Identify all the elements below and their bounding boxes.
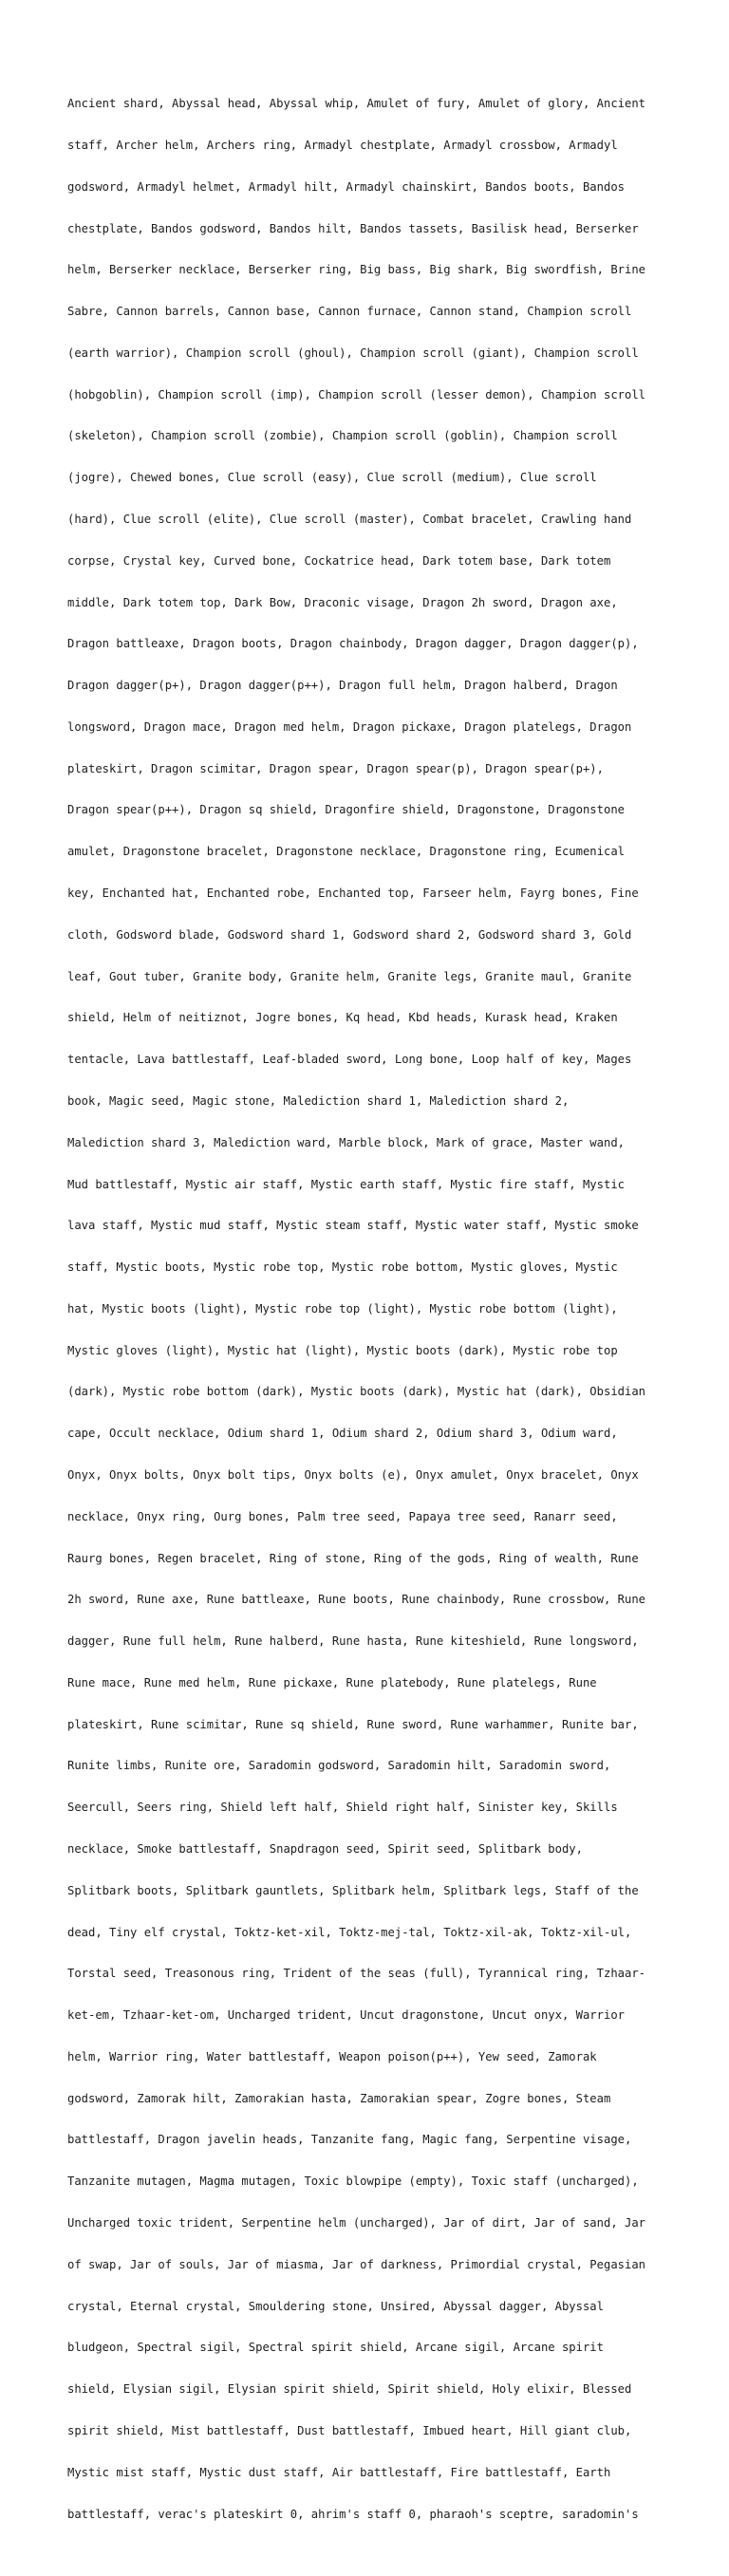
text-line: godsword, Zamorak hilt, Zamorakian hasta, Zamorakian spear, Zogre bones, Steam [67, 2091, 611, 2105]
text-line: plateskirt, Rune scimitar, Rune sq shield, Rune sword, Rune warhammer, Runite bar, [67, 1717, 639, 1731]
text-line: bludgeon, Spectral sigil, Spectral spirit shield, Arcane sigil, Arcane spirit [67, 2341, 604, 2355]
text-line: Dragon dagger(p+), Dragon dagger(p++), Dragon full helm, Dragon halberd, Dragon [67, 679, 618, 693]
text-line: leaf, Gout tuber, Granite body, Granite helm, Granite legs, Granite maul, Granite [67, 969, 632, 983]
text-line: amulet, Dragonstone bracelet, Dragonstone necklace, Dragonstone ring, Ecumenical [67, 845, 625, 859]
text-line: staff, Archer helm, Archers ring, Armadyl chestplate, Armadyl crossbow, Armadyl [67, 138, 618, 152]
text-line: Splitbark boots, Splitbark gauntlets, Splitbark helm, Splitbark legs, Staff of the [67, 1883, 639, 1897]
text-line: book, Magic seed, Magic stone, Malediction shard 1, Malediction shard 2, [67, 1093, 570, 1108]
text-line: plateskirt, Dragon scimitar, Dragon spear, Dragon spear(p), Dragon spear(p+), [67, 761, 604, 775]
text-line: helm, Berserker necklace, Berserker ring, Big bass, Big shark, Big swordfish, Brine [67, 263, 646, 277]
text-line: Dragon battleaxe, Dragon boots, Dragon chainbody, Dragon dagger, Dragon dagger(p), [67, 637, 639, 651]
text-line: tentacle, Lava battlestaff, Leaf-bladed sword, Long bone, Loop half of key, Mages [67, 1053, 632, 1067]
text-line: spirit shield, Mist battlestaff, Dust battlestaff, Imbued heart, Hill giant club, [67, 2423, 632, 2437]
text-line: chestplate, Bandos godsword, Bandos hilt, Bandos tassets, Basilisk head, Berserker [67, 221, 639, 235]
text-line: Rune mace, Rune med helm, Rune pickaxe, Rune platebody, Rune platelegs, Rune [67, 1675, 597, 1689]
text-line: Ancient shard, Abyssal head, Abyssal whip, Amulet of fury, Amulet of glory, Ancient [67, 97, 646, 111]
text-line: cape, Occult necklace, Odium shard 1, Odium shard 2, Odium shard 3, Odium ward, [67, 1427, 618, 1441]
text-line: corpse, Crystal key, Curved bone, Cockatrice head, Dark totem base, Dark totem [67, 553, 611, 568]
text-line: Onyx, Onyx bolts, Onyx bolt tips, Onyx bolts (e), Onyx amulet, Onyx bracelet, Onyx [67, 1467, 639, 1482]
text-line: lava staff, Mystic mud staff, Mystic steam staff, Mystic water staff, Mystic smoke [67, 1219, 639, 1233]
text-line: necklace, Smoke battlestaff, Snapdragon seed, Spirit seed, Splitbark body, [67, 1842, 583, 1856]
text-line: crystal, Eternal crystal, Smouldering stone, Unsired, Abyssal dagger, Abyssal [67, 2299, 604, 2313]
text-line: (earth warrior), Champion scroll (ghoul), Champion scroll (giant), Champion scroll [67, 345, 639, 360]
text-line: ket-em, Tzhaar-ket-om, Uncharged trident, Uncut dragonstone, Uncut onyx, Warrior [67, 2008, 625, 2023]
text-line: Tanzanite mutagen, Magma mutagen, Toxic blowpipe (empty), Toxic staff (uncharged), [67, 2175, 639, 2189]
text-line: Uncharged toxic trident, Serpentine helm (uncharged), Jar of dirt, Jar of sand, Jar [67, 2216, 646, 2231]
item-list-paragraph [67, 69, 665, 2576]
text-line: shield, Elysian sigil, Elysian spirit shield, Spirit shield, Holy elixir, Blessed [67, 2382, 632, 2397]
text-line: (dark), Mystic robe bottom (dark), Mystic boots (dark), Mystic hat (dark), Obsidian [67, 1385, 646, 1399]
text-line: (hobgoblin), Champion scroll (imp), Champion scroll (lesser demon), Champion scroll [67, 387, 646, 401]
text-line: longsword, Dragon mace, Dragon med helm, Dragon pickaxe, Dragon platelegs, Dragon [67, 719, 632, 734]
text-line: 2h sword, Rune axe, Rune battleaxe, Rune boots, Rune chainbody, Rune crossbow, Rune [67, 1593, 646, 1607]
text-line: dead, Tiny elf crystal, Toktz-ket-xil, Toktz-mej-tal, Toktz-xil-ak, Toktz-xil-ul, [67, 1925, 632, 1939]
text-line: Mystic gloves (light), Mystic hat (light), Mystic boots (dark), Mystic robe top [67, 1343, 618, 1357]
text-line: staff, Mystic boots, Mystic robe top, Mystic robe bottom, Mystic gloves, Mystic [67, 1260, 618, 1275]
text-line: dagger, Rune full helm, Rune halberd, Rune hasta, Rune kiteshield, Rune longsword, [67, 1634, 639, 1649]
text-line: middle, Dark totem top, Dark Bow, Draconic visage, Dragon 2h sword, Dragon axe, [67, 595, 618, 609]
text-line: Mud battlestaff, Mystic air staff, Mystic earth staff, Mystic fire staff, Mystic [67, 1177, 625, 1191]
text-line: helm, Warrior ring, Water battlestaff, Weapon poison(p++), Yew seed, Zamorak [67, 2049, 597, 2063]
text-line: Mystic mist staff, Mystic dust staff, Air battlestaff, Fire battlestaff, Earth [67, 2465, 611, 2479]
text-line: cloth, Godsword blade, Godsword shard 1, Godsword shard 2, Godsword shard 3, Gold [67, 927, 632, 942]
text-line: (skeleton), Champion scroll (zombie), Champion scroll (goblin), Champion scroll [67, 429, 618, 443]
text-line: Seercull, Seers ring, Shield left half, Shield right half, Sinister key, Skills [67, 1801, 618, 1815]
text-line: (jogre), Chewed bones, Clue scroll (easy), Clue scroll (medium), Clue scroll [67, 471, 597, 485]
document-page [67, 69, 665, 2576]
text-line: key, Enchanted hat, Enchanted robe, Enchanted top, Farseer helm, Fayrg bones, Fine [67, 887, 639, 901]
text-line: Malediction shard 3, Malediction ward, Marble block, Mark of grace, Master wand, [67, 1135, 625, 1149]
text-line: godsword, Armadyl helmet, Armadyl hilt, Armadyl chainskirt, Bandos boots, Bandos [67, 179, 625, 194]
text-line: shield, Helm of neitiznot, Jogre bones, Kq head, Kbd heads, Kurask head, Kraken [67, 1011, 618, 1025]
text-line: of swap, Jar of souls, Jar of miasma, Jar of darkness, Primordial crystal, Pegasian [67, 2257, 646, 2271]
text-line: battlestaff, Dragon javelin heads, Tanzanite fang, Magic fang, Serpentine visage, [67, 2133, 632, 2147]
text-line: Sabre, Cannon barrels, Cannon base, Cannon furnace, Cannon stand, Champion scroll [67, 305, 632, 319]
text-line: battlestaff, verac's plateskirt 0, ahrim's staff 0, pharaoh's sceptre, saradomin's [67, 2507, 639, 2521]
text-line: Runite limbs, Runite ore, Saradomin godsword, Saradomin hilt, Saradomin sword, [67, 1759, 611, 1773]
text-line: Torstal seed, Treasonous ring, Trident of the seas (full), Tyrannical ring, Tzhaar- [67, 1967, 646, 1981]
text-line: hat, Mystic boots (light), Mystic robe top (light), Mystic robe bottom (light), [67, 1301, 618, 1316]
text-line: Raurg bones, Regen bracelet, Ring of stone, Ring of the gods, Ring of wealth, Rune [67, 1551, 639, 1565]
text-line: (hard), Clue scroll (elite), Clue scroll (master), Combat bracelet, Crawling hand [67, 513, 632, 526]
text-line: Dragon spear(p++), Dragon sq shield, Dragonfire shield, Dragonstone, Dragonstone [67, 803, 625, 817]
text-line: necklace, Onyx ring, Ourg bones, Palm tree seed, Papaya tree seed, Ranarr seed, [67, 1509, 618, 1523]
